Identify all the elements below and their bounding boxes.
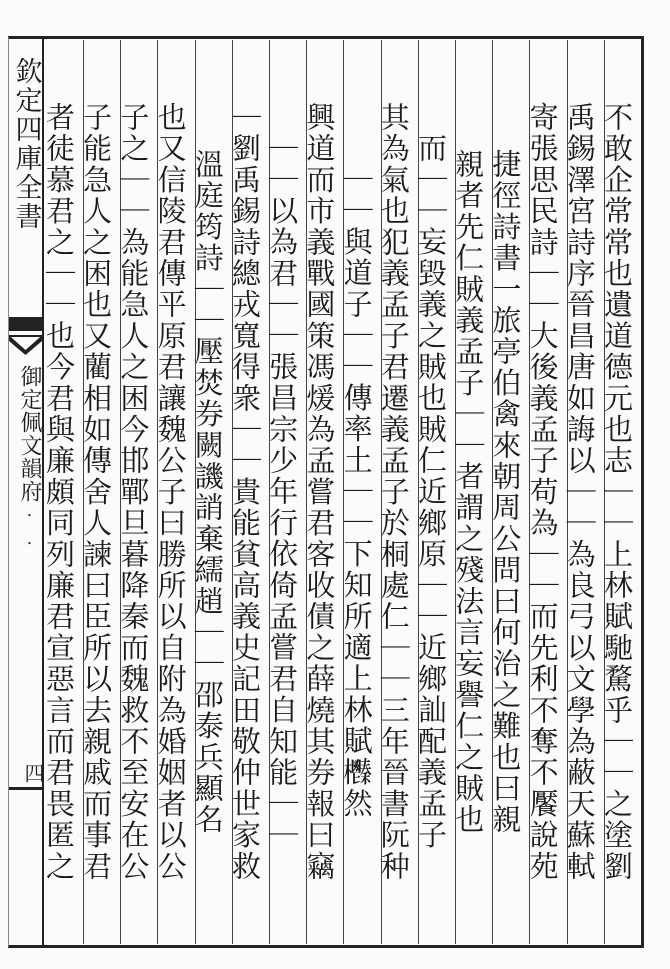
- column: [562, 40, 604, 944]
- column-text: 也又信陵君傳平原君讓魏公子曰勝所以自附為婚姻者以公: [153, 102, 188, 882]
- column: [116, 40, 157, 944]
- column-text: 溫庭筠詩｜｜壓焚券闕譏誚棄繻趙｜｜邵泰兵顯名: [190, 148, 225, 836]
- volume-title: 御定佩文韻府: [17, 365, 42, 503]
- column-text: 而｜｜妄毀義之賊也賊仁近鄉原｜｜近鄉訕配義孟子: [413, 133, 448, 851]
- column-text: ｜｜以為君｜｜張昌宗少年行依倚孟嘗君自知能｜｜: [265, 133, 300, 851]
- column: [302, 40, 343, 944]
- column-text: 其為氣也犯義孟子君遷義孟子於桐處仁｜｜三年晉書阮种: [376, 102, 411, 882]
- column: [227, 40, 269, 944]
- column-text: 者徒慕君之｜｜也今君與廉頗同列廉君宣惡言而君畏匿之: [41, 102, 76, 882]
- column-text: 不敢企常常也遺道德元也志｜｜上林賦馳騖乎｜｜之塗劉: [600, 102, 634, 882]
- page-number: 四: [21, 763, 45, 783]
- column: [451, 40, 492, 944]
- column-text: 寄張思民詩｜｜大後義孟子苟為｜｜而先利不奪不饜說苑: [525, 102, 560, 882]
- column: [376, 40, 418, 944]
- column-text: 禹錫澤宮詩序晉昌唐如誨以｜｜為良弓以文學為蔽天蘇軾: [562, 102, 597, 882]
- column-text: 親者先仁賊義孟子｜｜者謂之殘法言妄譽仁之賊也: [451, 148, 486, 836]
- column: [190, 40, 232, 944]
- spine-marks: ・ ・: [22, 509, 36, 555]
- column: [488, 40, 529, 944]
- column-text: ｜劉禹錫詩總戎寬得衆｜｜貴能貧高義史記田敬仲世家救: [227, 102, 262, 882]
- column: [600, 40, 641, 944]
- column-text: 興道而市義戰國策馮煖為孟嘗君客收債之薛燒其券報曰竊: [302, 102, 337, 882]
- column: [339, 40, 380, 944]
- column: [153, 40, 194, 944]
- column: [265, 40, 306, 944]
- text-columns: [41, 40, 641, 944]
- column-text: 捷徑詩書一旅亭伯禽來朝周公問曰何治之難也曰親: [488, 148, 523, 836]
- column-text: 子之｜｜為能急人之困今邯鄲旦暮降秦而魏救不至安在公: [116, 102, 151, 882]
- column-text: ｜｜與道子｜｜傳率土｜｜下知所適上林賦𣡎然: [339, 164, 374, 820]
- column: [525, 40, 566, 944]
- column: [41, 40, 83, 944]
- column-text: 子能急人之困也又藺相如傳舍人諫曰臣所以去親戚而事君: [79, 102, 114, 882]
- column: [79, 40, 120, 944]
- book-title: 欽定四庫全書: [10, 57, 42, 231]
- column: [413, 40, 455, 944]
